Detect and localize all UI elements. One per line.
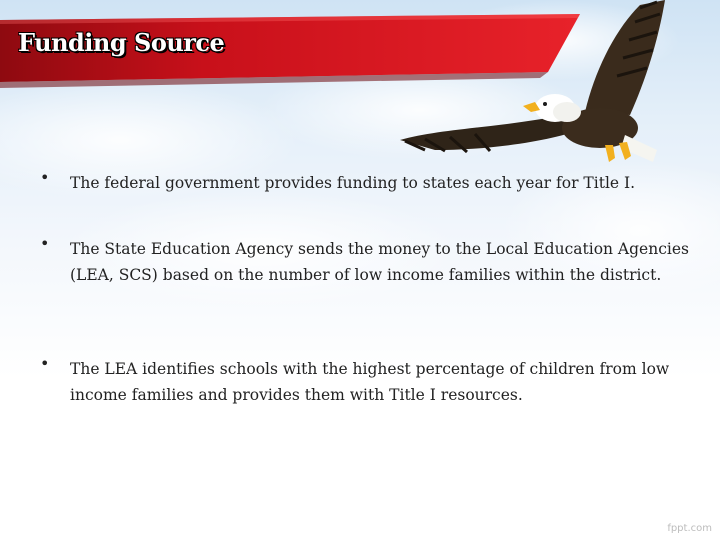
- bullet-text: The federal government provides funding to states each year for Title I.: [70, 174, 636, 192]
- slide-title: Funding Source: [18, 28, 225, 57]
- watermark: fppt.com: [667, 523, 712, 534]
- bullet-text: The LEA identifies schools with the highest percentage of children from low income families and provides them with Title I resources.: [70, 360, 670, 404]
- bullet-dot: •: [40, 234, 50, 253]
- bullet-dot: •: [40, 168, 50, 187]
- bullet-dot: •: [40, 354, 50, 373]
- bald-eagle-image: [395, 0, 685, 185]
- bullet-text: The State Education Agency sends the money to the Local Education Agencies (LEA, SCS) based on the number of low income families within the district.: [70, 240, 689, 284]
